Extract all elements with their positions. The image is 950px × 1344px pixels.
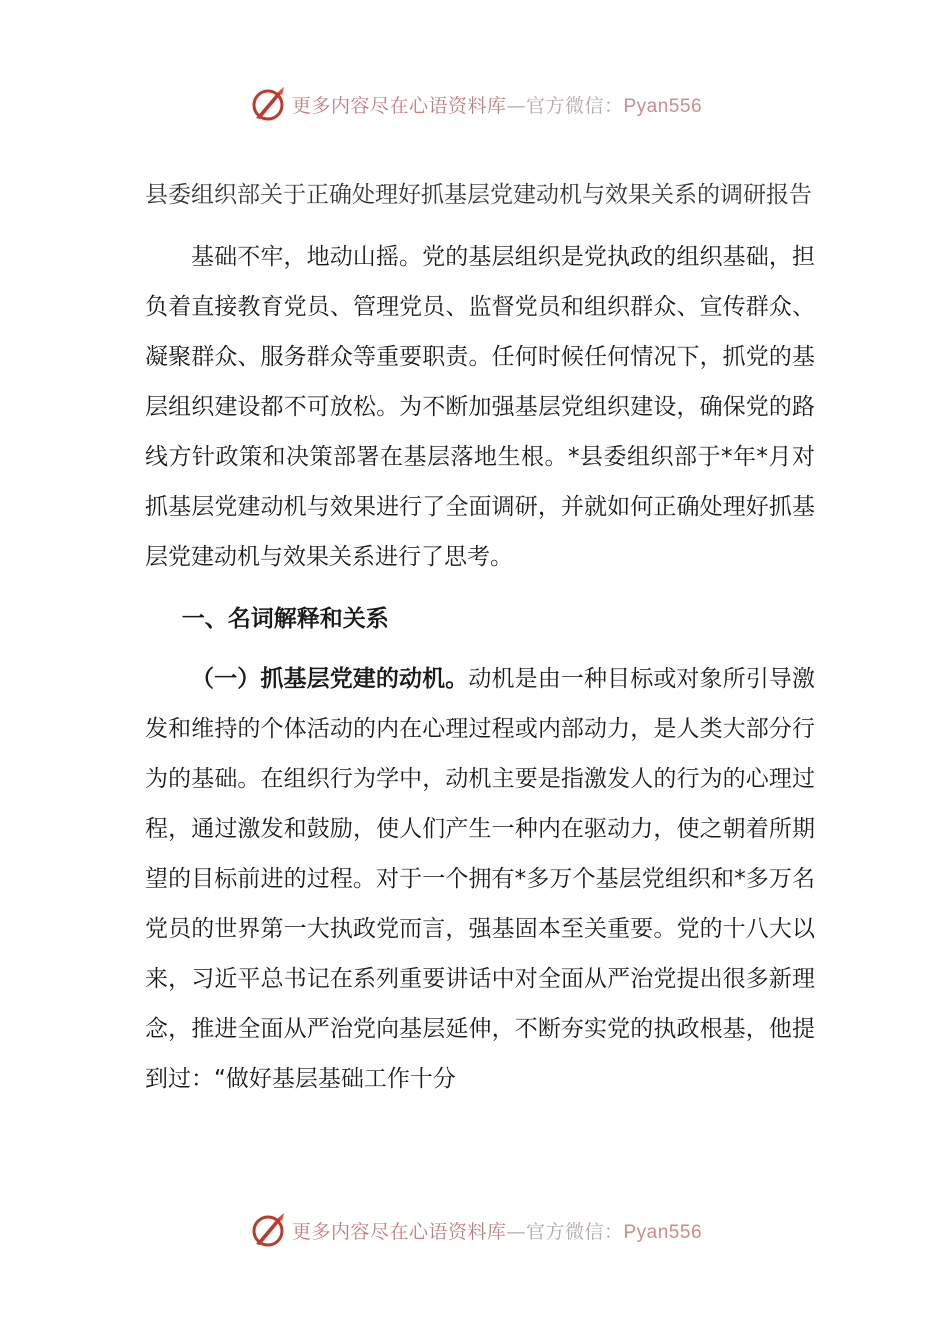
header-watermark xyxy=(0,82,950,126)
intro-paragraph: 基础不牢，地动山摇。党的基层组织是党执政的组织基础，担负着直接教育党员、管理党员、监督党员和组织群众、宣传群众、凝聚群众、服务群众等重要职责。任何时候任何情况下，抓党的基层组织建设都不可放松。为不断加强基层党组织建设，确保党的路线方针政策和决策部署在基层落地生根。*县委组织部于*年*月对抓基层党建动机与效果进行了全面调研，并就如何正确处理好抓基层党建动机与效果关系进行了思考。 xyxy=(145,244,815,570)
document-title: 县委组织部关于正确处理好抓基层党建动机与效果关系的调研报告 xyxy=(145,182,812,208)
watermark-wechat-label: 官方微信： xyxy=(525,1220,624,1243)
watermark-wechat-id: Pyan556 xyxy=(623,1221,703,1243)
watermark-wechat-label: 官方微信： xyxy=(525,94,624,117)
section-heading: 一、名词解释和关系 xyxy=(181,606,389,632)
subsection-paragraph xyxy=(145,654,815,1104)
watermark-dash: — xyxy=(506,94,526,117)
footer-watermark xyxy=(0,1208,950,1252)
document-body xyxy=(145,170,815,1104)
quill-pen-logo-icon xyxy=(248,84,288,124)
subsection-body: 动机是由一种目标或对象所引导激发和维持的个体活动的内在心理过程或内部动力，是人类大部分行为的基础。在组织行为学中，动机主要是指激发人的行为的心理过程，通过激发和鼓励，使人们产生一种内在驱动力，使之朝着所期望的目标前进的过程。对于一个拥有*多万个基层党组织和*多万名党员的世界第一大执政党而言，强基固本至关重要。党的十八大以来，习近平总书记在系列重要讲话中对全面从严治党提出很多新理念，推进全面从严治党向基层延伸，不断夯实党的执政根基，他提到过：“做好基层基础工作十分 xyxy=(145,666,816,1092)
watermark-dash: — xyxy=(506,1220,526,1243)
quill-pen-logo-icon xyxy=(248,1210,288,1250)
subsection-lead: （一）抓基层党建的动机。 xyxy=(191,666,469,692)
watermark-text xyxy=(292,1217,702,1244)
watermark-wechat-id: Pyan556 xyxy=(623,95,703,117)
watermark-text xyxy=(292,91,702,118)
watermark-site: 更多内容尽在心语资料库 xyxy=(291,1220,507,1243)
watermark-site: 更多内容尽在心语资料库 xyxy=(291,94,507,117)
